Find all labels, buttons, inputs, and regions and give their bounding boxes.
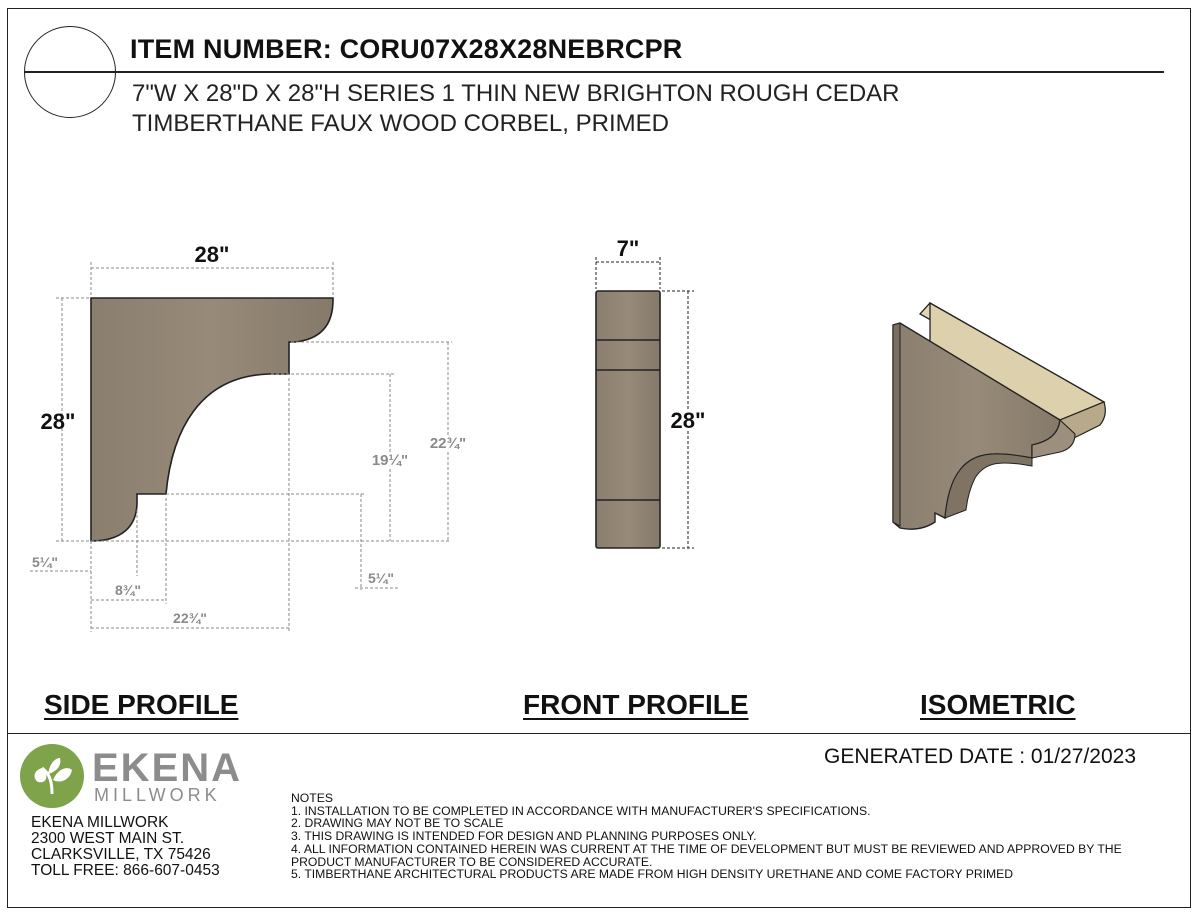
isometric-label: ISOMETRIC xyxy=(920,689,1076,720)
address-line-1: 2300 WEST MAIN ST. xyxy=(31,830,185,847)
front-profile-drawing xyxy=(596,236,705,548)
generated-date: GENERATED DATE : 01/27/2023 xyxy=(824,745,1137,768)
notes-block xyxy=(291,792,1122,881)
dim-5-1-4-left: 5¼" xyxy=(31,554,59,570)
dim-22-3-4-horizontal: 22¾" xyxy=(173,610,207,626)
side-profile-drawing xyxy=(30,242,466,632)
company-address xyxy=(31,815,220,879)
dim-22-3-4-vertical: 22¾" xyxy=(429,435,467,452)
phone-number: TOLL FREE: 866-607-0453 xyxy=(31,862,220,879)
company-logo-sub: MILLWORK xyxy=(94,785,221,805)
note-item: 5. TIMBERTHANE ARCHITECTURAL PRODUCTS ARE MADE FROM HIGH DENSITY URETHANE AND COME FACTORY PRIMED xyxy=(291,867,1014,882)
side-width-dim: 28" xyxy=(194,242,230,267)
front-profile-label: FRONT PROFILE xyxy=(523,689,749,720)
note-item: 1. INSTALLATION TO BE COMPLETED IN ACCORDANCE WITH MANUFACTURER'S SPECIFICATIONS. xyxy=(291,803,871,818)
dim-5-1-4-right: 5¼" xyxy=(367,570,395,586)
company-logo-word: EKENA xyxy=(92,746,243,790)
description-line-1: 7"W X 28"D X 28"H SERIES 1 THIN NEW BRIGHTON ROUGH CEDAR xyxy=(132,80,900,107)
note-item: PRODUCT MANUFACTURER TO BE CONSIDERED ACCURATE. xyxy=(291,854,653,869)
notes-title: NOTES xyxy=(291,791,333,805)
note-item: 3. THIS DRAWING IS INTENDED FOR DESIGN AND PLANNING PURPOSES ONLY. xyxy=(291,829,757,844)
item-number: ITEM NUMBER: CORU07X28X28NEBRCPR xyxy=(130,34,683,64)
address-line-2: CLARKSVILLE, TX 75426 xyxy=(31,846,211,863)
front-height-dim: 28" xyxy=(670,408,706,433)
note-item: 2. DRAWING MAY NOT BE TO SCALE xyxy=(291,816,504,831)
dim-19-1-4: 19¼" xyxy=(371,452,409,469)
company-name: EKENA MILLWORK xyxy=(31,814,169,831)
side-height-dim: 28" xyxy=(40,409,76,434)
isometric-drawing xyxy=(893,303,1105,529)
description-line-2: TIMBERTHANE FAUX WOOD CORBEL, PRIMED xyxy=(132,110,669,137)
side-profile-shape xyxy=(91,298,333,541)
footer-rule xyxy=(7,733,1191,734)
front-profile-shape xyxy=(596,291,660,548)
front-width-dim: 7" xyxy=(616,236,640,261)
dim-8-3-4: 8¾" xyxy=(114,582,142,598)
note-item: 4. ALL INFORMATION CONTAINED HEREIN WAS CURRENT AT THE TIME OF DEVELOPMENT BUT MUST BE REVIEWED AND APPROVED BY THE xyxy=(291,841,1122,856)
leaf-logo-icon xyxy=(20,744,84,808)
side-profile-label: SIDE PROFILE xyxy=(44,689,239,720)
